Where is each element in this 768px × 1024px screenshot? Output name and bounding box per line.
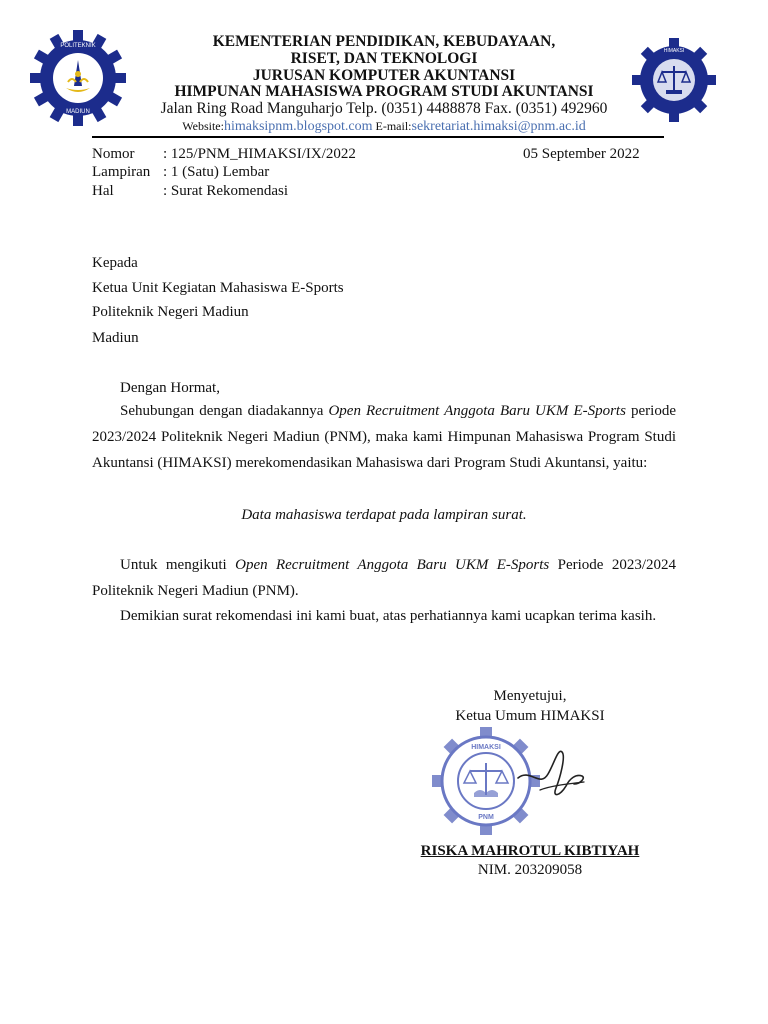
ministry-line-2: RISET, DAN TEKNOLOGI bbox=[290, 50, 478, 67]
signer-nim: NIM. 203209058 bbox=[477, 862, 583, 878]
header-divider bbox=[92, 136, 664, 138]
approval-label: Menyetujui, bbox=[493, 688, 567, 704]
paragraph-1-start: Sehubungan dengan diadakannya bbox=[120, 403, 329, 419]
paragraph-2-start: Untuk mengikuti bbox=[120, 557, 236, 573]
svg-text:MADIUN: MADIUN bbox=[66, 109, 90, 115]
svg-text:HIMAKSI: HIMAKSI bbox=[663, 48, 685, 54]
email-link[interactable]: sekretariat.himaksi@pnm.ac.id bbox=[411, 119, 586, 134]
recipient-line-2: Ketua Unit Kegiatan Mahasiswa E-Sports bbox=[92, 280, 344, 296]
attachment-note: Data mahasiswa terdapat pada lampiran surat. bbox=[241, 507, 527, 523]
hal-value: : Surat Rekomendasi bbox=[163, 183, 288, 199]
svg-text:PNM: PNM bbox=[478, 814, 494, 821]
contact-line bbox=[0, 117, 768, 136]
recipient-line-1: Kepada bbox=[92, 255, 138, 271]
website-link[interactable]: himaksipnm.blogspot.com bbox=[223, 119, 373, 134]
nomor-label: Nomor bbox=[92, 146, 135, 162]
hal-label: Hal bbox=[92, 183, 114, 199]
paragraph-1-event: Open Recruitment Anggota Baru UKM E-Sports bbox=[328, 403, 626, 419]
greeting: Dengan Hormat, bbox=[120, 380, 220, 396]
svg-text:HIMAKSI: HIMAKSI bbox=[471, 744, 501, 751]
address-line: Jalan Ring Road Manguharjo Telp. (0351) 4488878 Fax. (0351) 492960 bbox=[160, 100, 608, 117]
svg-text:POLITEKNIK: POLITEKNIK bbox=[60, 43, 96, 49]
website-label: Website: bbox=[182, 119, 224, 133]
ministry-line-1: KEMENTERIAN PENDIDIKAN, KEBUDAYAAN, bbox=[212, 33, 556, 50]
organization-name: HIMPUNAN MAHASISWA PROGRAM STUDI AKUNTANSI bbox=[174, 83, 594, 100]
department-name: JURUSAN KOMPUTER AKUNTANSI bbox=[252, 67, 516, 84]
paragraph-2-event: Open Recruitment Anggota Baru UKM E-Sports bbox=[235, 557, 550, 573]
letter-date: 05 September 2022 bbox=[523, 146, 640, 162]
nomor-value: : 125/PNM_HIMAKSI/IX/2022 bbox=[163, 146, 356, 162]
paragraph-1-end: periode 2023/2024 Politeknik Negeri Madiun (PNM), maka kami Himpunan Mahasiswa Program Studi Akuntansi (HIMAKSI) merekomendasikan Mahasiswa dari Program Studi Akuntansi, yaitu: bbox=[92, 403, 676, 471]
paragraph-3: Demikian surat rekomendasi ini kami buat, atas perhatiannya kami ucapkan terima kasih. bbox=[120, 608, 657, 624]
lampiran-value: : 1 (Satu) Lembar bbox=[163, 164, 270, 180]
lampiran-label: Lampiran bbox=[92, 164, 151, 180]
paragraph-2 bbox=[92, 552, 676, 604]
signer-position: Ketua Umum HIMAKSI bbox=[455, 708, 605, 724]
paragraph-1 bbox=[92, 398, 676, 476]
recipient-line-4: Madiun bbox=[92, 330, 139, 346]
signer-name: RISKA MAHROTUL KIBTIYAH bbox=[420, 843, 640, 859]
email-label: E-mail: bbox=[372, 119, 412, 133]
recipient-line-3: Politeknik Negeri Madiun bbox=[92, 304, 249, 320]
paragraph-2-end: Periode 2023/2024 Politeknik Negeri Madiun (PNM). bbox=[92, 557, 676, 599]
handwritten-signature bbox=[510, 738, 592, 810]
